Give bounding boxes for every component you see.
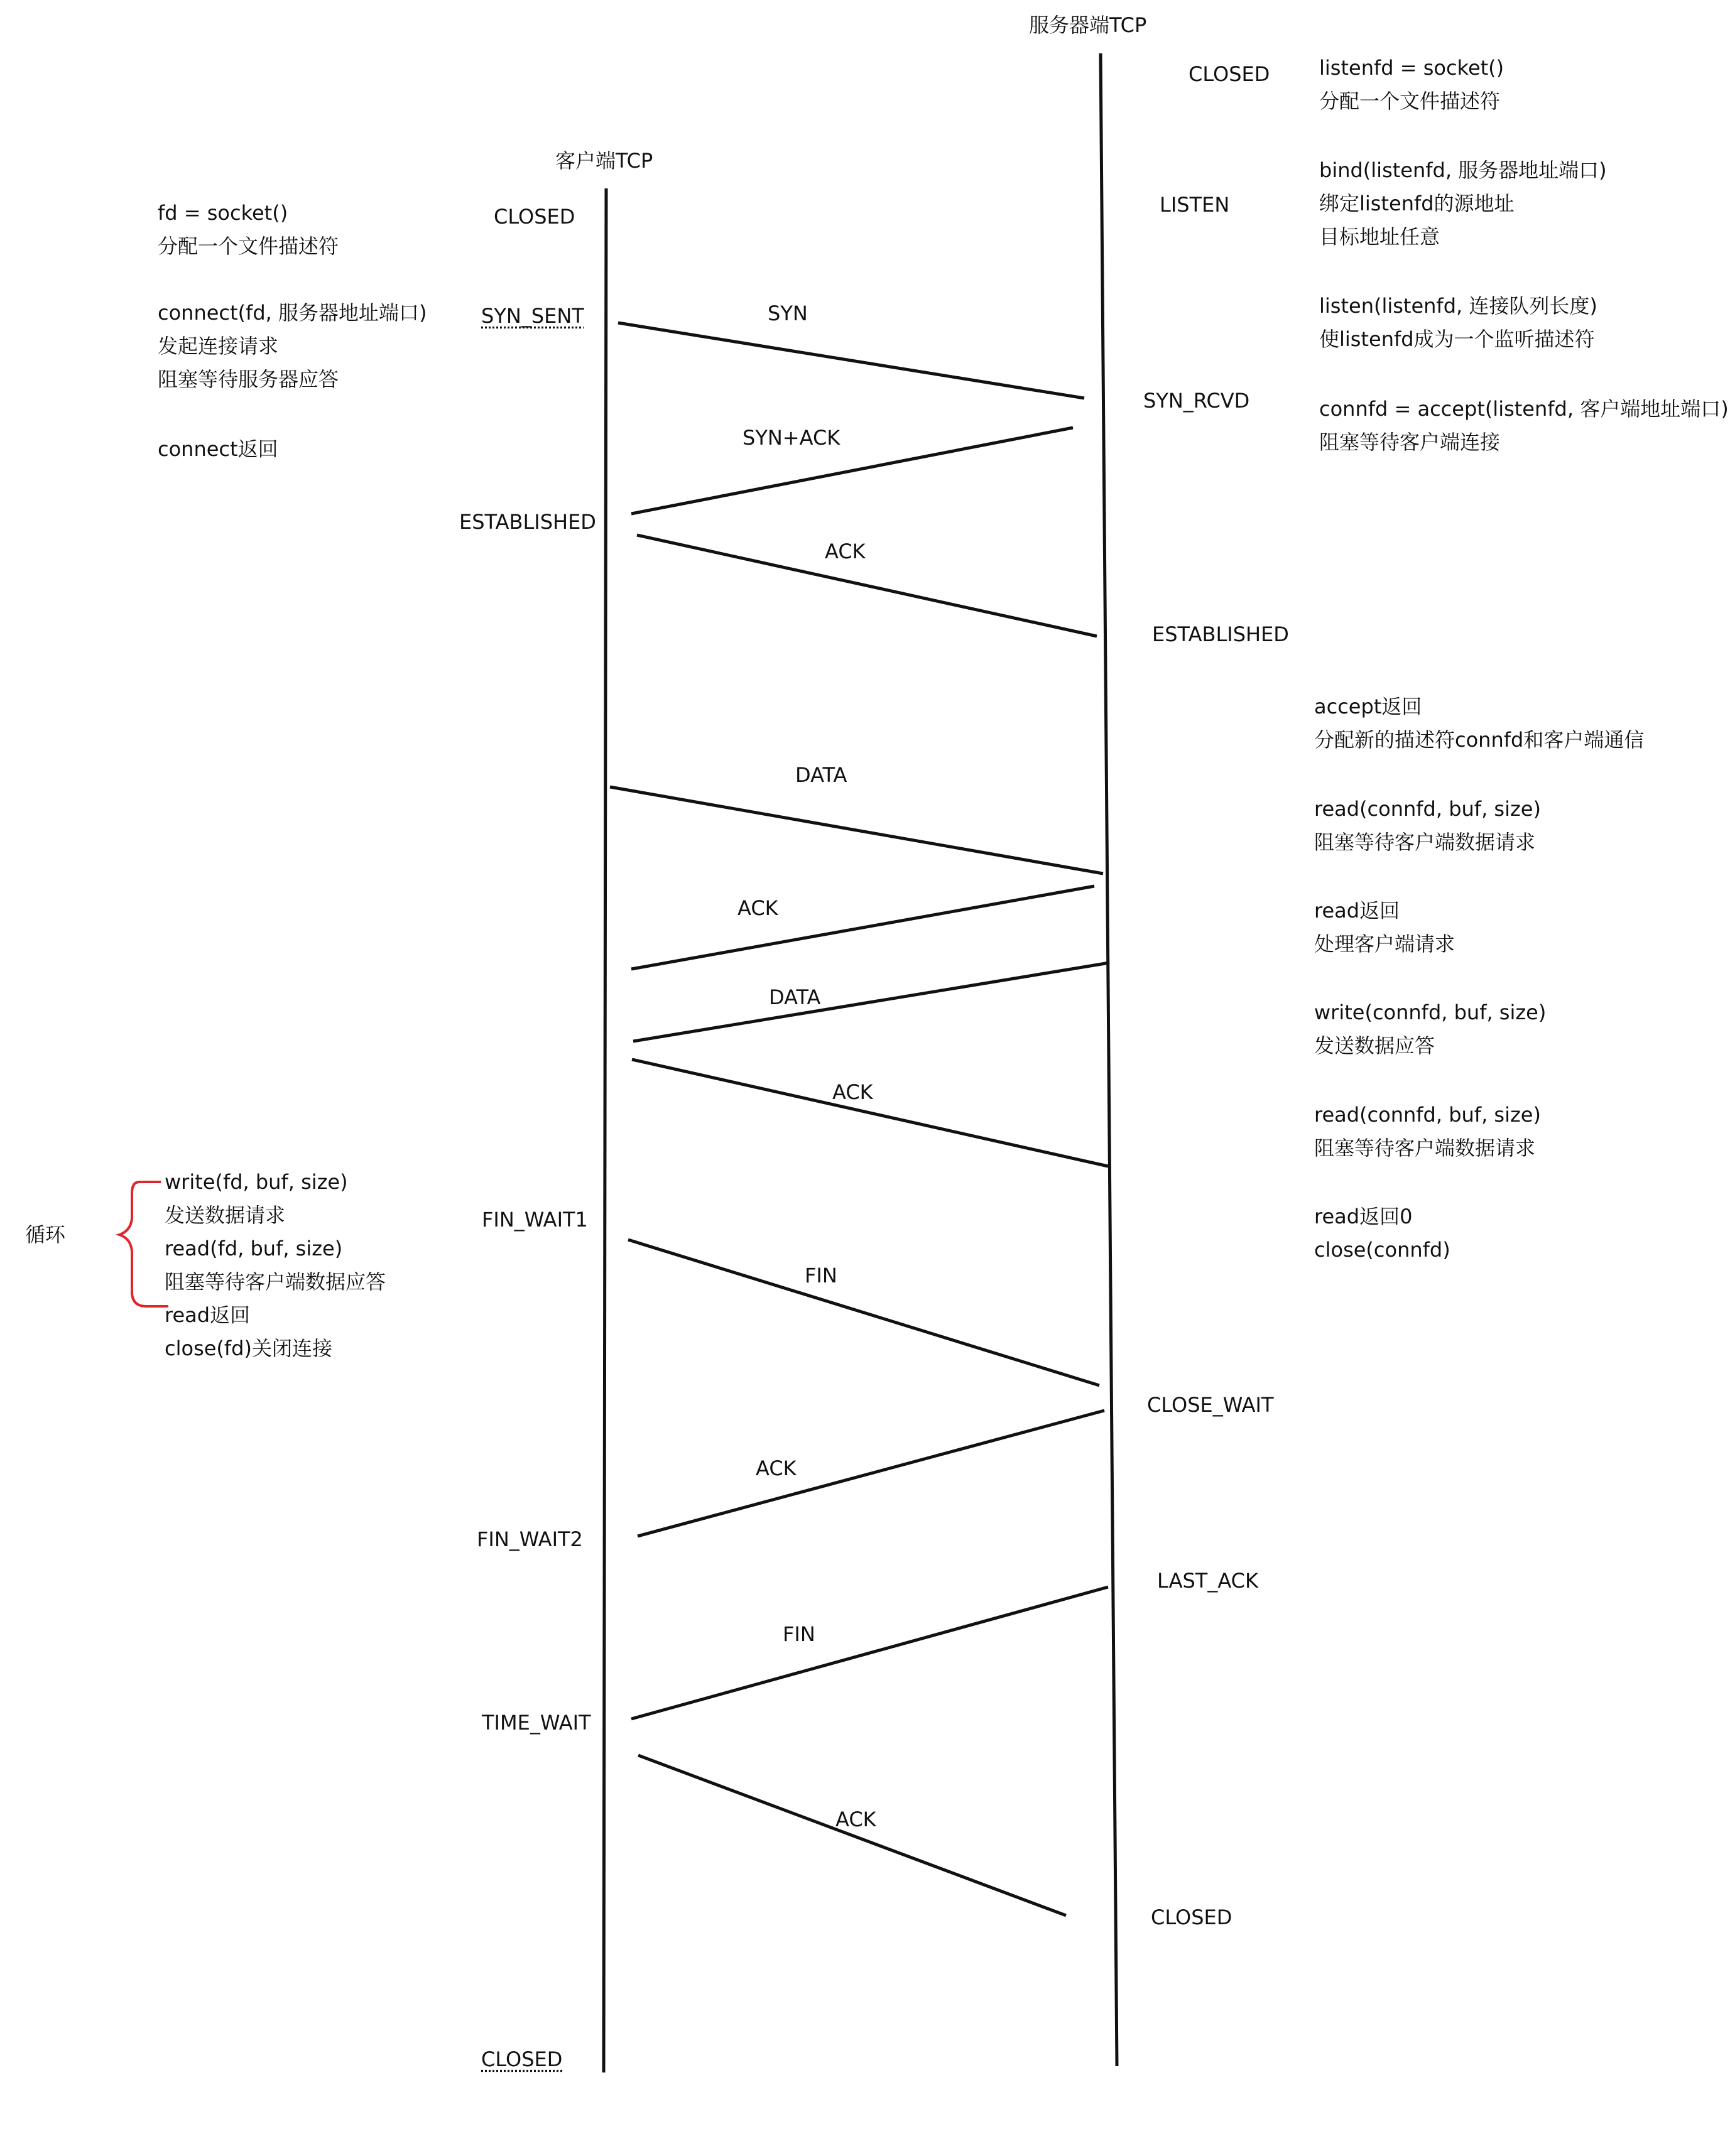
message-label: ACK [825, 539, 866, 563]
note-line: 阻塞等待服务器应答 [158, 367, 339, 391]
msg-line-fin-1 [628, 1240, 1099, 1385]
note-line: read返回 [165, 1303, 251, 1327]
server-note [1319, 393, 1729, 459]
server-lifeline [1101, 53, 1117, 2066]
note-line: write(connfd, buf, size) [1314, 1000, 1547, 1024]
note-line: fd = socket() [158, 201, 288, 225]
message-label: DATA [769, 985, 821, 1009]
server-note [1319, 154, 1607, 254]
message-label: ACK [835, 1807, 876, 1831]
note-line: read(fd, buf, size) [165, 1237, 343, 1260]
note-line: close(connfd) [1314, 1238, 1450, 1262]
msg-line-ack-2 [631, 886, 1094, 969]
note-line: write(fd, buf, size) [165, 1170, 348, 1194]
server-note [1314, 690, 1644, 757]
msg-line-syn-ack [631, 428, 1073, 514]
msg-line-fin-2 [631, 1587, 1108, 1719]
client-note [158, 197, 339, 263]
msg-line-ack-5 [638, 1755, 1066, 1915]
note-line: 分配一个文件描述符 [1319, 89, 1501, 113]
note-line: listenfd = socket() [1319, 56, 1504, 80]
client-state: SYN_SENT [481, 304, 584, 328]
msg-line-syn [618, 323, 1084, 398]
server-state: ESTABLISHED [1152, 622, 1289, 646]
note-line: 阻塞等待客户端数据应答 [165, 1270, 386, 1294]
note-line: 发送数据请求 [165, 1203, 286, 1227]
client-state: ESTABLISHED [459, 510, 596, 534]
note-line: 发送数据应答 [1314, 1034, 1435, 1058]
note-line: 发起连接请求 [158, 334, 279, 358]
message-label: FIN [783, 1622, 815, 1646]
note-line: 目标地址任意 [1319, 225, 1440, 249]
client-lifeline-title: 客户端TCP [555, 149, 653, 173]
client-note [165, 1166, 386, 1365]
note-line: 使listenfd成为一个监听描述符 [1319, 327, 1595, 351]
note-line: 阻塞等待客户端数据请求 [1314, 1136, 1536, 1160]
server-state: LAST_ACK [1157, 1569, 1258, 1593]
message-label: DATA [795, 763, 847, 787]
note-line: close(fd)关闭连接 [165, 1336, 332, 1360]
msg-line-ack-3 [632, 1059, 1108, 1166]
note-line: connfd = accept(listenfd, 客户端地址端口) [1319, 397, 1729, 421]
server-note [1314, 996, 1546, 1063]
message-label: SYN+ACK [743, 426, 841, 450]
message-label: SYN [768, 301, 808, 325]
server-state: CLOSED [1189, 62, 1270, 86]
server-state: CLOSED [1151, 1905, 1232, 1929]
server-note [1314, 1200, 1450, 1267]
loop-label: 循环 [25, 1223, 66, 1247]
msg-line-data-1 [610, 787, 1103, 874]
note-line: listen(listenfd, 连接队列长度) [1319, 294, 1597, 318]
client-lifeline [604, 188, 606, 2072]
msg-line-ack-4 [638, 1411, 1104, 1536]
note-line: 绑定listenfd的源地址 [1319, 192, 1515, 215]
message-label: FIN [805, 1264, 837, 1287]
loop-brace [119, 1182, 168, 1306]
note-line: read返回0 [1314, 1205, 1413, 1228]
client-note [158, 433, 278, 466]
note-line: connect(fd, 服务器地址端口) [158, 301, 427, 325]
client-state: FIN_WAIT1 [482, 1208, 588, 1232]
message-label: ACK [756, 1456, 797, 1480]
note-line: read返回 [1314, 899, 1400, 923]
server-lifeline-title: 服务器端TCP [1029, 13, 1147, 37]
server-state: SYN_RCVD [1143, 389, 1250, 413]
note-line: 阻塞等待客户端连接 [1319, 430, 1501, 454]
note-line: read(connfd, buf, size) [1314, 797, 1541, 821]
server-note [1314, 894, 1455, 961]
server-note [1319, 290, 1597, 356]
note-line: read(connfd, buf, size) [1314, 1103, 1541, 1127]
note-line: 阻塞等待客户端数据请求 [1314, 830, 1536, 854]
note-line: connect返回 [158, 437, 278, 461]
client-state: CLOSED [494, 205, 575, 229]
message-label: ACK [832, 1080, 873, 1104]
server-state: CLOSE_WAIT [1147, 1393, 1274, 1417]
client-state: CLOSED [481, 2047, 563, 2071]
msg-line-ack-1 [637, 535, 1097, 636]
note-line: 分配一个文件描述符 [158, 234, 339, 258]
msg-line-data-2 [633, 963, 1109, 1041]
client-state: FIN_WAIT2 [477, 1527, 583, 1551]
message-label: ACK [737, 896, 778, 920]
server-state: LISTEN [1160, 193, 1230, 217]
server-note [1314, 1098, 1541, 1165]
note-line: accept返回 [1314, 695, 1422, 718]
note-line: 处理客户端请求 [1314, 932, 1455, 956]
client-note [158, 296, 427, 396]
client-state: TIME_WAIT [482, 1711, 591, 1735]
note-line: 分配新的描述符connfd和客户端通信 [1314, 728, 1645, 752]
server-note [1319, 51, 1504, 118]
server-note [1314, 793, 1541, 859]
note-line: bind(listenfd, 服务器地址端口) [1319, 158, 1607, 182]
